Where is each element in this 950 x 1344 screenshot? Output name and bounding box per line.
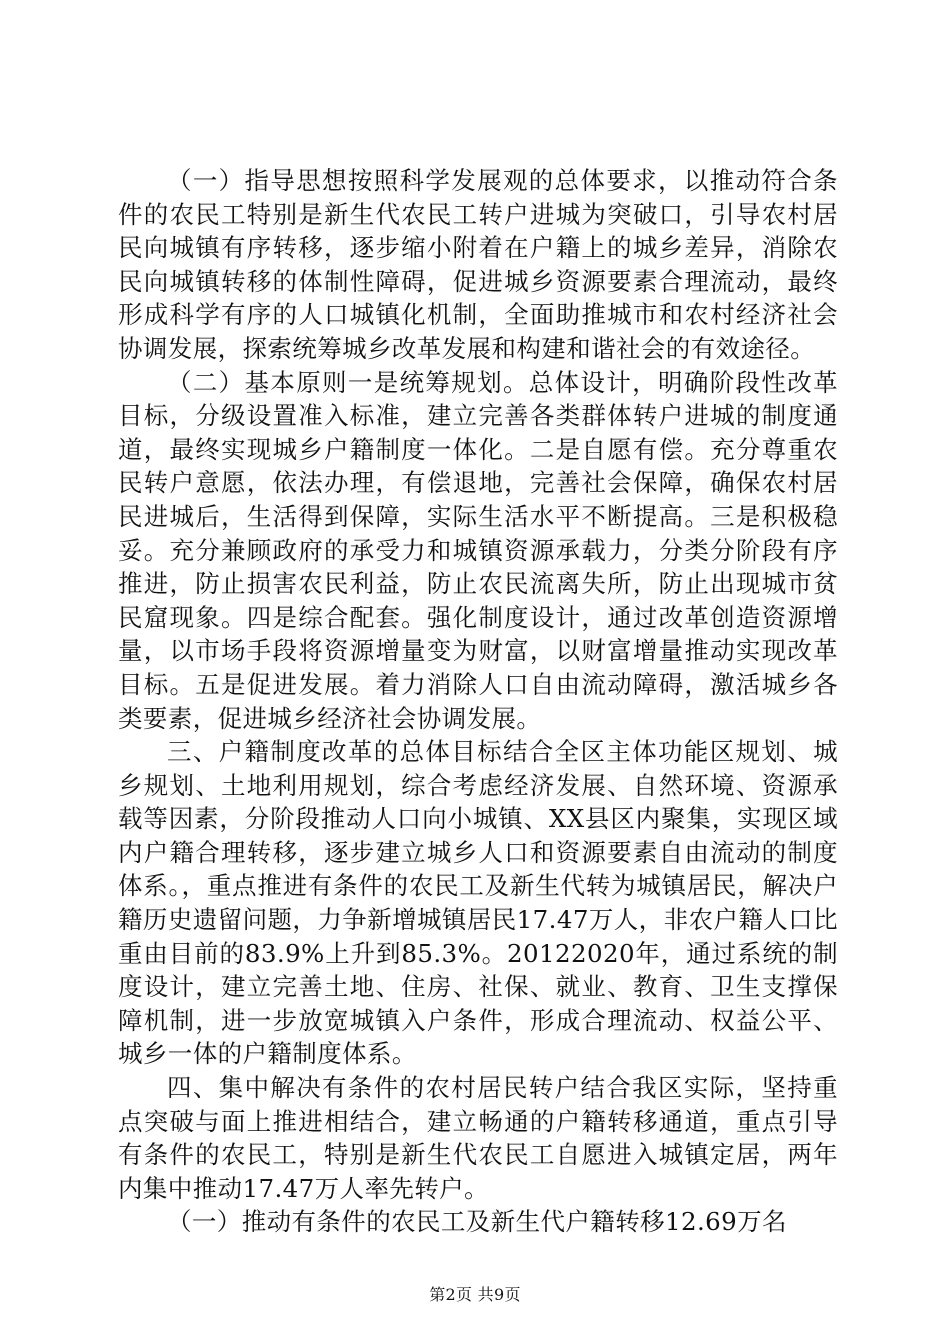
paragraph-overall-goal: 三、户籍制度改革的总体目标结合全区主体功能区规划、城乡规划、土地利用规划，综合考虑经济发展、自然环境、资源承载等因素，分阶段推动人口向小城镇、XX县区内聚集，实现区域内户籍合理转移，逐步建立城乡人口和资源要素自由流动的制度体系。，重点推进有条件的农民工及新生代转为城镇居民，解决户籍历史遗留问题，力争新增城镇居民17.47万人，非农户籍人口比重由目前的83.9%上升到85.3%。20122020年，通过系统的制度设计，建立完善土地、住房、社保、就业、教育、卫生支撑保障机制，进一步放宽城镇入户条件，形成合理流动、权益公平、城乡一体的户籍制度体系。 (118, 737, 838, 1069)
document-body (118, 164, 838, 1239)
page-footer: 第2页 共9页 (429, 1285, 521, 1304)
paragraph-rural-transfer: 四、集中解决有条件的农村居民转户结合我区实际，坚持重点突破与面上推进相结合，建立畅通的户籍转移通道，重点引导有条件的农民工，特别是新生代农民工自愿进入城镇定居，两年内集中推动17.47万人率先转户。 (118, 1073, 838, 1203)
paragraph-migrant-workers: （一）推动有条件的农民工及新生代户籍转移12.69万名 (167, 1207, 787, 1237)
paragraph-guiding-ideology: （一）指导思想按照科学发展观的总体要求，以推动符合条件的农民工特别是新生代农民工转户进城为突破口，引导农村居民向城镇有序转移，逐步缩小附着在户籍上的城乡差异，消除农民向城镇转移的体制性障碍，促进城乡资源要素合理流动，最终形成科学有序的人口城镇化机制，全面助推城市和农村经济社会协调发展，探索统筹城乡改革发展和构建和谐社会的有效途径。 (118, 166, 838, 363)
paragraph-basic-principles: （二）基本原则一是统筹规划。总体设计，明确阶段性改革目标，分级设置准入标准，建立完善各类群体转户进城的制度通道，最终实现城乡户籍制度一体化。二是自愿有偿。充分尊重农民转户意愿，依法办理，有偿退地，完善社会保障，确保农村居民进城后，生活得到保障，实际生活水平不断提高。三是积极稳妥。充分兼顾政府的承受力和城镇资源承载力，分类分阶段有序推进，防止损害农民利益，防止农民流离失所，防止出现城市贫民窟现象。四是综合配套。强化制度设计，通过改革创造资源增量，以市场手段将资源增量变为财富，以财富增量推动实现改革目标。五是促进发展。着力消除人口自由流动障碍，激活城乡各类要素，促进城乡经济社会协调发展。 (118, 367, 838, 733)
